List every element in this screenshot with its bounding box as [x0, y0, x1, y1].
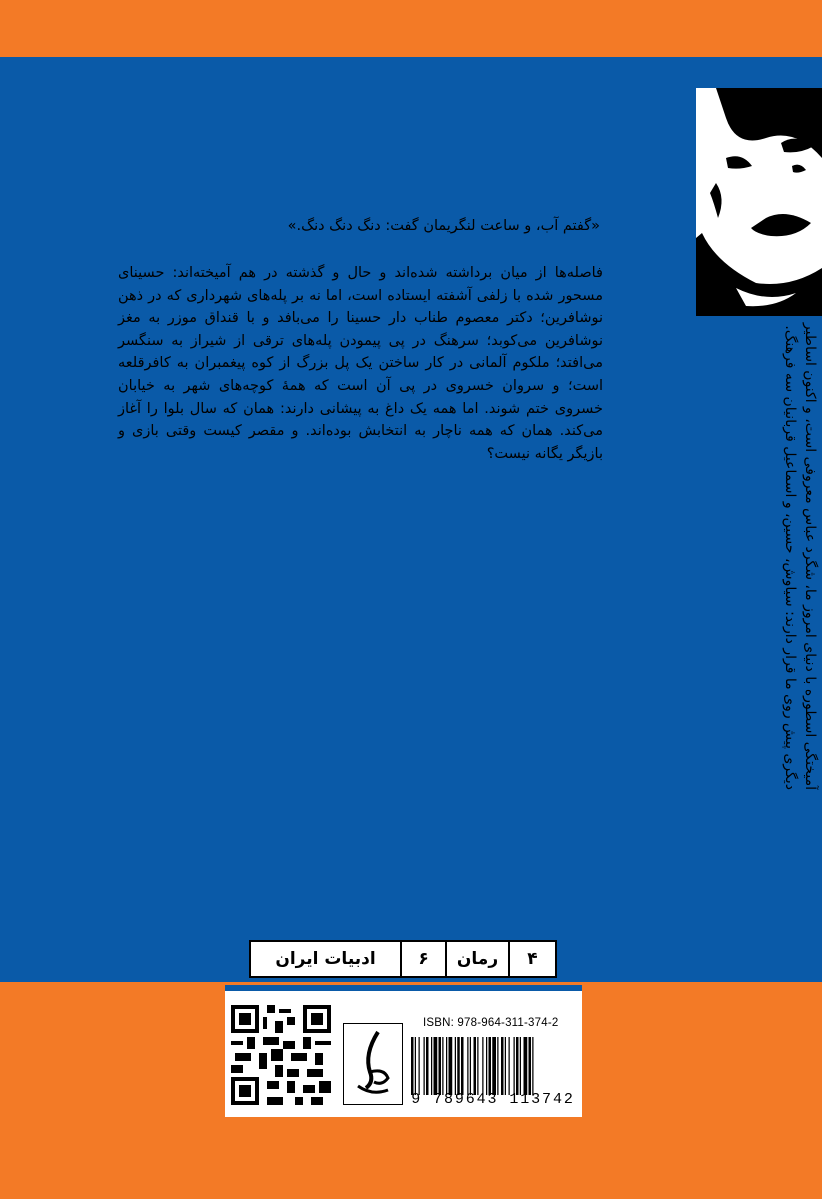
- barcode-label: [225, 985, 582, 1117]
- series-info-box: [249, 940, 557, 978]
- barcode-bar: [489, 1037, 492, 1095]
- back-cover-quote: «گفتم آب، و ساعت لنگریمان گفت: دنگ دنگ دنگ.»: [287, 218, 600, 234]
- series-category: رمان: [445, 942, 508, 976]
- publisher-logo: [343, 1023, 403, 1105]
- barcode-digits: 9 789643 113742: [411, 1091, 575, 1108]
- barcode-bar: [509, 1037, 510, 1095]
- series-name: ادبیات ایران: [275, 949, 376, 969]
- back-cover-description: فاصله‌ها از میان برداشته شده‌اند و حال و گذشته در هم آمیخته‌اند: حسینای مسحور شده با زلفی آشفته ایستاده است، اما نه بر پله‌های شهرداری که در ذهن نوشافرین؛ دکتر معصوم طناب دار حسینا را می‌بافد و با قنداق موزر به مغز نوشافرین می‌کوبد؛ سرهنگ در پی پیمودن پله‌های ترقی از شیراز به سنگسر می‌افتد؛ ملکوم آلمانی در کار ساختن یک پل بزرگ از کوه پیغمبران به کافرقلعه است؛ و سروان خسروی در پی آن است که همهٔ کوچه‌های شهر به خیابان خسروی ختم شوند. اما همه یک داغ به پیشانی دارند: همان که سال بلوا را آغاز می‌کند. همان که همه ناچار به انتخابش بوده‌اند. و مقصر کیست وقتی بازی و بازیگر یگانه نیست؟: [118, 265, 603, 462]
- isbn-text: ISBN: 978-964-311-374-2: [423, 1017, 559, 1029]
- barcode-bar: [516, 1037, 519, 1095]
- barcode-bar: [467, 1037, 468, 1095]
- barcode-bar: [505, 1037, 506, 1095]
- barcode-bar: [477, 1037, 478, 1095]
- barcode-bar: [461, 1037, 464, 1095]
- barcode-bar: [474, 1037, 477, 1095]
- barcode-bar: [501, 1037, 504, 1095]
- barcode-bar: [426, 1037, 429, 1095]
- series-number-2: ۴: [508, 942, 555, 976]
- side-blurb-text: آمیختگی اسطوره با دنیای امروز ما، شگرد عباس معروفی است، و اکنون اساطیر دیگری پیش روی ما قرار دارند: سیاوش، حسین، و اسماعیل قربانیان سه فرهنگ.: [782, 322, 818, 790]
- barcode-bar: [442, 1037, 443, 1095]
- barcode-bar: [455, 1037, 456, 1095]
- publisher-logo-icon: [344, 1024, 402, 1104]
- barcode-bar: [532, 1037, 533, 1095]
- qr-code-icon: [231, 1005, 331, 1105]
- author-portrait: [696, 88, 822, 316]
- barcode-bar: [482, 1037, 483, 1095]
- barcode-bar: [431, 1037, 432, 1095]
- series-number-1: ۶: [400, 942, 445, 976]
- barcode-bar: [457, 1037, 460, 1095]
- barcode-bar: [520, 1037, 521, 1095]
- top-orange-band: [0, 0, 822, 57]
- barcode-bar: [470, 1037, 471, 1095]
- barcode-bar: [419, 1037, 420, 1095]
- barcode-bar: [434, 1037, 438, 1095]
- barcode-bar: [529, 1037, 532, 1095]
- barcode-bar: [439, 1037, 442, 1095]
- barcode-bar: [415, 1037, 416, 1095]
- barcode-bar: [492, 1037, 496, 1095]
- barcode: [409, 1037, 577, 1095]
- side-blurb: [700, 320, 820, 790]
- barcode-bar: [446, 1037, 447, 1095]
- barcode-bar: [424, 1037, 425, 1095]
- barcode-bar: [411, 1037, 414, 1095]
- barcode-bar: [449, 1037, 453, 1095]
- barcode-bar: [497, 1037, 498, 1095]
- barcode-bar: [524, 1037, 528, 1095]
- barcode-bar: [514, 1037, 515, 1095]
- barcode-bar: [486, 1037, 487, 1095]
